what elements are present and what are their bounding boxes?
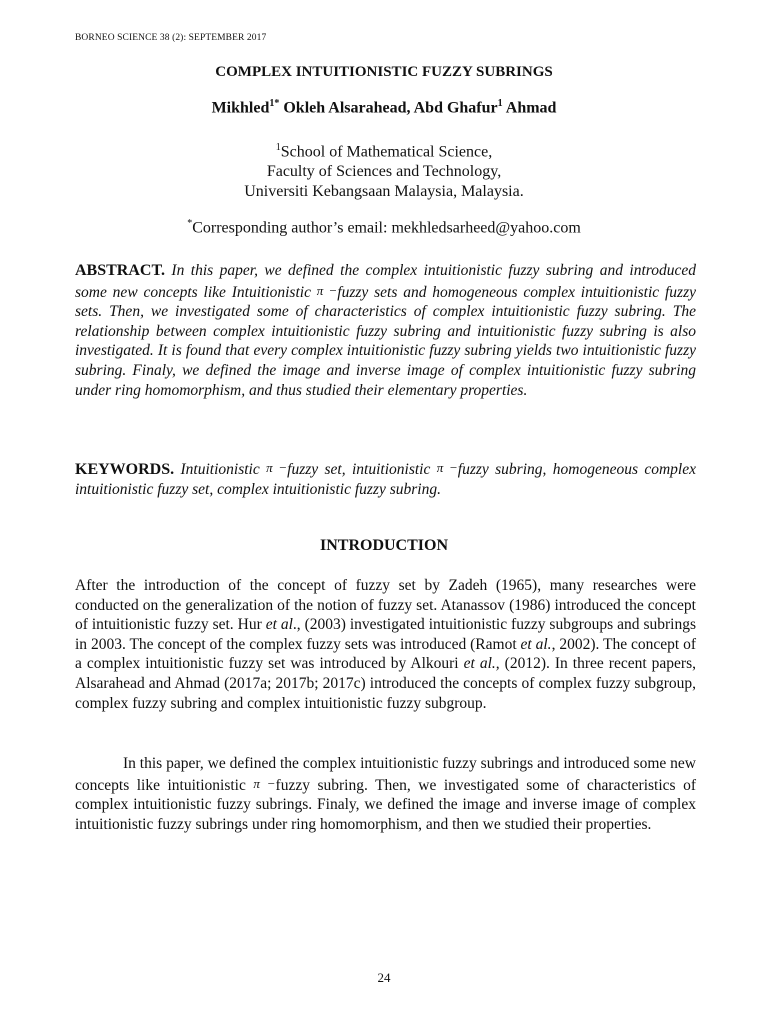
pi-symbol: π −: [316, 282, 338, 298]
keywords: KEYWORDS. Intuitionistic π −fuzzy set, intuitionistic π −fuzzy subring, homogeneous complex intuitionistic fuzzy set, complex intuitionistic fuzzy subring.: [75, 460, 697, 498]
email-address: mekhledsarheed@yahoo.com: [391, 219, 581, 237]
affiliation-mark: 1: [275, 142, 281, 153]
author-1-name: Mikhled: [211, 99, 270, 117]
author-2-surname: Ahmad: [502, 99, 557, 117]
author-line: [0, 98, 768, 117]
page-number: 24: [377, 970, 391, 985]
author-2-affil-mark: 1: [497, 98, 503, 109]
pi-symbol: π −: [436, 460, 458, 475]
email-label: Corresponding author’s email:: [192, 219, 392, 237]
abstract: ABSTRACT. In this paper, we defined the complex intuitionistic fuzzy subring and introduced some new concepts like Intuitionistic π −fuzzy sets and homogeneous complex intuitionistic fuzzy sets. Then, we investigated some of characteristics of complex intuitionistic fuzzy subring. The relationship between complex intuitionistic fuzzy subring and intuitionistic fuzzy subring is also investigated. It is found that every complex intuitionistic fuzzy subring yields two intuitionistic fuzzy subring. Finaly, we defined the image and inverse image of complex intuitionistic fuzzy subring under ring homomorphism, and thus studied their elementary properties.: [75, 262, 696, 399]
affiliation-block: [0, 138, 768, 202]
paper-title: COMPLEX INTUITIONISTIC FUZZY SUBRINGS: [215, 64, 553, 80]
abstract-label: ABSTRACT.: [75, 262, 165, 279]
corresponding-mark: *: [187, 218, 193, 229]
introduction-paragraph-1: After the introduction of the concept of fuzzy set by Zadeh (1965), many researches were conducted on the generalization of the notion of fuzzy set. Atanassov (1986) introduced the concept of intuitionistic fuzzy set. Hur et al., (2003) investigated intuitionistic fuzzy subgroups and subrings in 2003. The concept of the complex fuzzy sets was introduced (Ramot et al., 2002). The concept of a complex intuitionistic fuzzy set was introduced by Alkouri et al., (2012). In three recent papers, Alsarahead and Ahmad (2017a; 2017b; 2017c) introduced the concepts of complex fuzzy subgroup, complex fuzzy subring and complex intuitionistic fuzzy subgroup.: [75, 577, 697, 712]
author-1-affil-mark: 1*: [269, 98, 280, 109]
affiliation-line-3: Universiti Kebangsaan Malaysia, Malaysia.: [244, 183, 524, 201]
pi-symbol: π −: [266, 460, 288, 475]
introduction-paragraph-2: In this paper, we defined the complex intuitionistic fuzzy subrings and introduced some new concepts like intuitionistic π −fuzzy subring. Then, we investigated some of characteristics of complex intuitionistic fuzzy subrings. Finaly, we defined the image and inverse image of complex intuitionistic fuzzy subrings under ring homomorphism, and then we studied their properties.: [75, 755, 696, 833]
affiliation-line-2: Faculty of Sciences and Technology,: [266, 163, 502, 181]
corresponding-email: [0, 218, 768, 237]
journal-header: BORNEO SCIENCE 38 (2): SEPTEMBER 2017: [75, 33, 267, 43]
pi-symbol: π −: [253, 775, 276, 791]
section-heading-introduction: INTRODUCTION: [319, 537, 448, 554]
affiliation-line-1: $^1$School of Mathematical Science,: [275, 142, 493, 161]
keywords-label: KEYWORDS.: [75, 461, 175, 478]
author-names: Okleh Alsarahead, Abd Ghafur: [279, 99, 498, 117]
